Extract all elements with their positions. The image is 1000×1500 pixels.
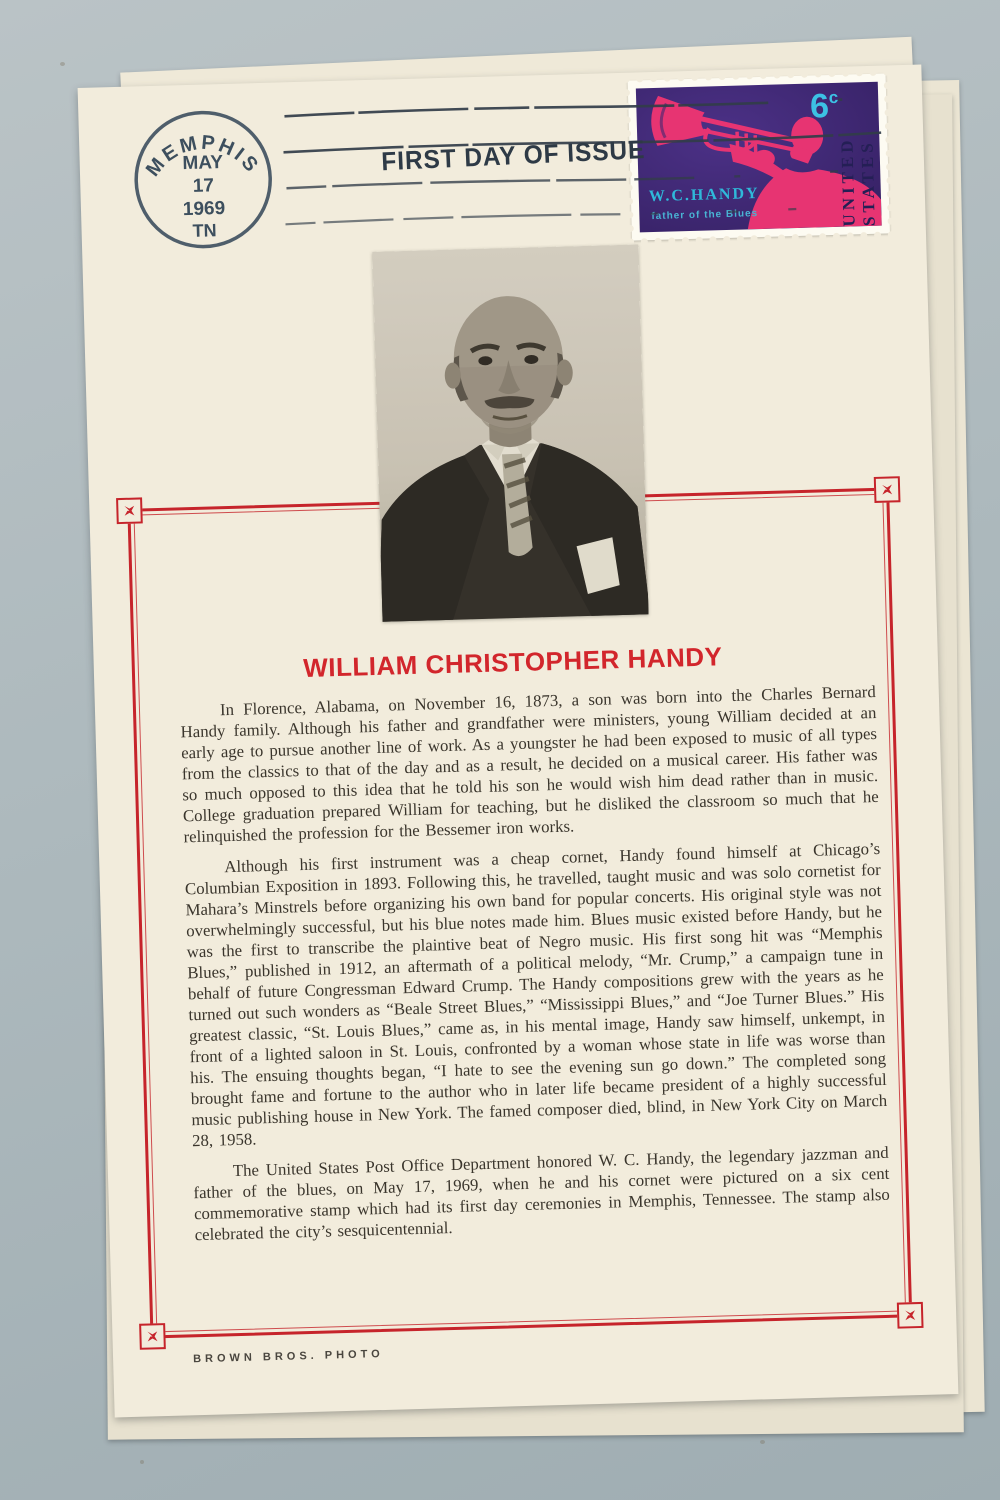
paper-speck [140,1460,144,1464]
first-day-slogan: FIRST DAY OF ISSUE [380,134,646,177]
paper-speck [760,1440,765,1444]
postmark-state: TN [192,220,217,241]
denomination-number: 6 [809,87,830,126]
paragraph: Although his first instrument was a cheap cornet, Handy found himself at Chicago’s Columbian Exposition in 1893. Following this, he travelled, taught music and was solo cornetist for Mahara’s Minstrels before organizing his own band for popular concerts. His original style was not overwhelmingly successful, but his blue notes made him. Blues music existed before Handy, but he was the first to transcribe the plaintive beat of Negro music. His first song hit was “Memphis Blues,” published in 1912, an aftermath of a political melody, “Mr. Crump,” a campaign tune in behalf of future Congressman Edward Crump. The Handy compositions grew with the years as he turned out such wonders as “Beale Street Blues,” “Mississippi Blues,” and “Joe Turner Blues.” His greatest classic, “St. Louis Blues,” came as, in his mental image, Handy saw himself, unkempt, in front of a lighted saloon in St. Louis, confronted by a woman whose state in life was worse than his. The ensuing thoughts began, “I hate to see the evening sun go down.” The completed song brought fame and fortune to the author who in later life became president of a highly successful music publishing house in New York. The famed composer died, blind, in New York City on March 28, 1958. [184,838,888,1151]
stamp-country: UNITED STATES [837,136,879,227]
souvenir-page [78,64,959,1417]
photo-credit: BROWN BROS. PHOTO [192,1347,384,1366]
corner-ornament-icon [897,1302,924,1329]
biography-text [180,681,891,1255]
postmark-day: 17 [192,175,215,197]
paragraph: The United States Post Office Department honored W. C. Handy, the legendary jazzman and father of the blues, on May 17, 1969, when he and his cornet were pictured on a six cent commemorative stamp which had its first day ceremonies in Memphis, Tennessee. The stamp also celebrated the city’s sesquicentennial. [193,1142,891,1245]
postmark [128,105,278,255]
paper-speck [60,62,65,66]
corner-ornament-icon [874,476,901,503]
stamp-title: W.C.HANDY [648,185,760,206]
postmark-year: 1969 [182,197,226,221]
stamp-subtitle: father of the Blues [651,208,759,223]
corner-ornament-icon [139,1323,166,1350]
postmark-month: MAY [182,152,224,175]
portrait-photo [372,244,648,621]
corner-ornament-icon [116,497,143,524]
denomination-unit: c [828,87,839,108]
postmark-city: MEMPHIS [141,131,264,181]
paragraph: In Florence, Alabama, on November 16, 1873, a son was born into the Charles Bernard Handy family. Although his father and grandfather were ministers, young William decided at an early age to pursue another line of work. As a youngster he had been exposed to music of all types from the classics to that of the day and as a result, he decided on a musical career. His father was so much opposed to this idea that he told his son he would wish him dead rather than in music. College graduation prepared William for teaching, but he disliked the classroom so much that he relinquished the profession for the Bessemer iron works. [180,681,879,847]
page-title: WILLIAM CHRISTOPHER HANDY [302,641,723,683]
